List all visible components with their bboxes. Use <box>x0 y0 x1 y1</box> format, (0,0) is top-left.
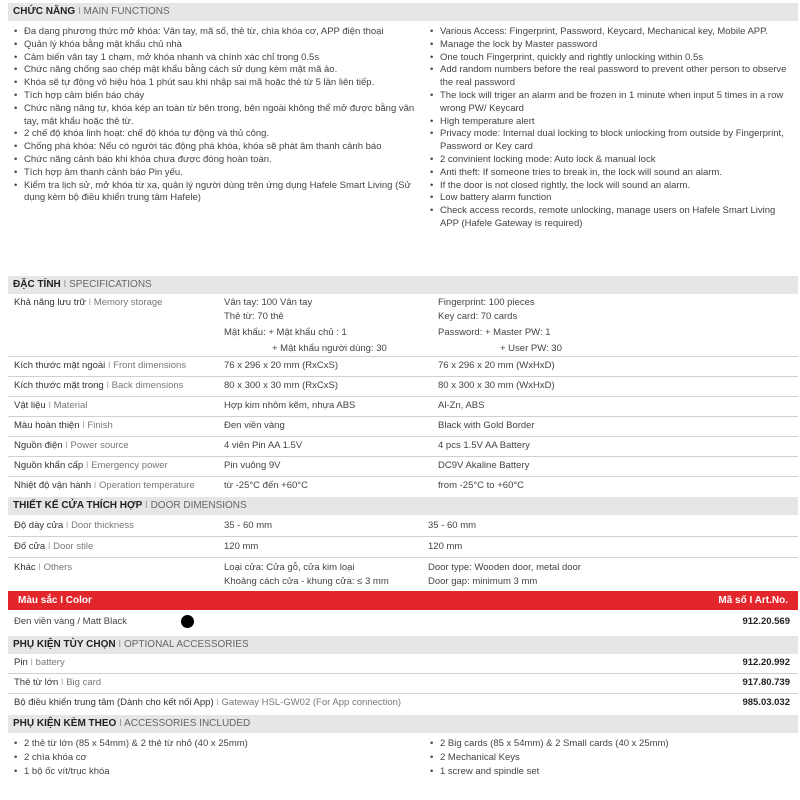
spec-value-vn: Thẻ từ: 70 thẻ <box>224 311 284 322</box>
spec-label-back: Kích thước mặt trong I Back dimensions <box>14 380 184 391</box>
spec-label-vn: Nguồn khẩn cấp <box>14 460 84 471</box>
spec-label-vn: Kích thước mặt ngoài <box>14 360 106 371</box>
color-item-label: Đen viền vàng / Matt Black <box>14 616 127 627</box>
spec-label-en: Emergency power <box>91 460 168 471</box>
function-en-item: • One touch Fingerprint, quickly and rightly unlocking within 0.5s <box>430 52 790 65</box>
row-divider <box>8 456 798 457</box>
spec-value-en: Password: + Master PW: 1 <box>438 327 551 338</box>
main-functions-title-vn: CHỨC NĂNG <box>13 6 76 17</box>
spec-label-vn: Nguồn điện <box>14 440 63 451</box>
specifications-header <box>8 276 798 294</box>
function-en-item: • Privacy mode: Internal dual locking to block unlocking from outside by Fingerprint, Password or Key card <box>430 128 790 154</box>
door-label-en: Door stile <box>53 541 94 552</box>
spec-value-vn: từ -25°C đến +60°C <box>224 480 308 491</box>
spec-label-en: Back dimensions <box>111 380 184 391</box>
door-label-en: Door thickness <box>71 520 134 531</box>
spec-label-vn: Màu hoàn thiện <box>14 420 80 431</box>
function-vn-item: • Kiểm tra lịch sử, mở khóa từ xa, quản lý người dùng trên ứng dụng Hafele Smart Living (Sử dụng kèm bộ điều khiển trung tâm Hafele) <box>14 180 422 206</box>
header-separator: I <box>142 500 151 511</box>
spec-value-vn: 80 x 300 x 30 mm (RxCxS) <box>224 380 339 391</box>
spec-value-en: Fingerprint: 100 pieces <box>438 297 535 308</box>
function-en-item: • 2 convinient locking mode: Auto lock & manual lock <box>430 154 790 167</box>
row-divider <box>8 476 798 477</box>
included-accessories-title-vn: PHỤ KIỆN KÈM THEO <box>13 718 117 729</box>
included-vn-item: • 1 bộ ốc vít/trục khóa <box>14 765 414 779</box>
optional-accessories-title-vn: PHỤ KIỆN TÙY CHỌN <box>13 639 116 650</box>
accessory-art-no: 917.80.739 <box>742 677 790 688</box>
function-en-item: • High temperature alert <box>430 116 790 129</box>
spec-value-en: 4 pcs 1.5V AA Battery <box>438 440 530 451</box>
function-en-item: • Low battery alarm function <box>430 192 790 205</box>
included-vn-item: • 2 chìa khóa cơ <box>14 751 414 765</box>
door-value-vn: Khoảng cách cửa - khung cửa: ≤ 3 mm <box>224 576 389 587</box>
accessory-label: Bộ điều khiển trung tâm (Dành cho kết nối App) I Gateway HSL-GW02 (For App connection) <box>14 697 402 708</box>
specifications-title-vn: ĐẶC TÍNH <box>13 279 61 290</box>
spec-label-finish: Màu hoàn thiện I Finish <box>14 420 113 431</box>
door-label-vn: Khác <box>14 562 36 573</box>
door-value-en: Door gap: minimum 3 mm <box>428 576 538 587</box>
header-separator: I <box>60 279 70 290</box>
spec-value-en: Al-Zn, ABS <box>438 400 485 411</box>
function-en-item: • If the door is not closed rightly, the lock will sound an alarm. <box>430 180 790 193</box>
function-en-item: • The lock will triger an alarm and be frozen in 1 minute when input 5 times in a row wrong PW/ Keycard <box>430 90 790 116</box>
door-label-vn: Độ dày cửa <box>14 520 64 531</box>
spec-label-en: Front dimensions <box>113 360 187 371</box>
spec-label-emergency: Nguồn khẩn cấp I Emergency power <box>14 460 168 471</box>
included-en-item: • 1 screw and spindle set <box>430 765 790 779</box>
accessory-label-en: battery <box>35 657 65 668</box>
spec-value-vn: + Mật khẩu người dùng: 30 <box>272 343 387 354</box>
spec-label-en: Material <box>53 400 88 411</box>
function-en-item: • Check access records, remote unlocking, manage users on Hafele Smart Living APP (Hafele Gateway is required) <box>430 205 790 231</box>
spec-value-vn: 76 x 296 x 20 mm (RxCxS) <box>224 360 339 371</box>
main-functions-title-en: MAIN FUNCTIONS <box>83 6 170 17</box>
spec-value-vn: Mật khẩu: + Mật khẩu chủ : 1 <box>224 327 347 338</box>
included-list-en <box>430 737 790 779</box>
art-no-header: Mã số I Art.No. <box>718 595 788 606</box>
door-label-en: Others <box>43 562 73 573</box>
functions-list-vn <box>14 26 422 205</box>
spec-label-vn: Nhiệt độ vận hành <box>14 480 92 491</box>
function-en-item: • Various Access: Fingerprint, Password, Keycard, Mechanical key, Mobile APP. <box>430 26 790 39</box>
function-vn-item: • Chức năng cảnh báo khi khóa chưa được đóng hoàn toàn. <box>14 154 422 167</box>
row-divider <box>8 673 798 674</box>
header-separator: I <box>75 6 84 17</box>
spec-label-memory: Khả năng lưu trữ I Memory storage <box>14 297 163 308</box>
door-value-en: 120 mm <box>428 541 463 552</box>
spec-value-en: DC9V Akaline Battery <box>438 460 530 471</box>
function-vn-item: • Cảm biến vân tay 1 chạm, mở khóa nhanh và chính xác chỉ trong 0.5s <box>14 52 422 65</box>
spec-label-en: Operation temperature <box>99 480 195 491</box>
header-separator: I <box>116 718 125 729</box>
function-vn-item: • Khóa sẽ tự động vô hiệu hóa 1 phút sau khi nhập sai mã hoặc thẻ từ 5 lần liên tiếp. <box>14 77 422 90</box>
row-divider <box>8 557 798 558</box>
spec-value-vn: Hợp kim nhôm kẽm, nhựa ABS <box>224 400 356 411</box>
accessory-label-vn: Pin <box>14 657 28 668</box>
accessory-label: Pin I battery <box>14 657 65 668</box>
door-label-vn: Đố cửa <box>14 541 46 552</box>
row-divider <box>8 356 798 357</box>
spec-label-en: Finish <box>87 420 113 431</box>
main-functions-header <box>8 3 798 21</box>
spec-value-vn: 4 viên Pin AA 1.5V <box>224 440 303 451</box>
accessory-art-no: 912.20.992 <box>742 657 790 668</box>
door-value-vn: 120 mm <box>224 541 259 552</box>
accessory-art-no: 985.03.032 <box>742 697 790 708</box>
door-value-vn: 35 - 60 mm <box>224 520 273 531</box>
accessory-label-vn: Bộ điều khiển trung tâm (Dành cho kết nối App) <box>14 697 214 708</box>
spec-value-en: from -25°C to +60°C <box>438 480 525 491</box>
included-vn-item: • 2 thẻ từ lớn (85 x 54mm) & 2 thẻ từ nhỏ (40 x 25mm) <box>14 737 414 751</box>
spec-value-en: Black with Gold Border <box>438 420 535 431</box>
accessory-label-en: Big card <box>66 677 102 688</box>
function-vn-item: • 2 chế độ khóa linh hoạt: chế độ khóa tự động và thủ công. <box>14 128 422 141</box>
function-vn-item: • Quản lý khóa bằng mật khẩu chủ nhà <box>14 39 422 52</box>
door-value-en: Door type: Wooden door, metal door <box>428 562 581 573</box>
color-header-title: Màu sắc I Color <box>18 595 92 606</box>
spec-label-vn: Vật liệu <box>14 400 46 411</box>
optional-accessories-title-en: OPTIONAL ACCESSORIES <box>123 639 249 650</box>
function-vn-item: • Chống phá khóa: Nếu có người tác động phá khóa, khóa sẽ phát âm thanh cảnh báo <box>14 141 422 154</box>
function-vn-item: • Đa dạng phương thức mở khóa: Vân tay, mã số, thẻ từ, chìa khóa cơ, APP điện thoại <box>14 26 422 39</box>
spec-value-en: + User PW: 30 <box>500 343 562 354</box>
row-divider <box>8 693 798 694</box>
function-vn-item: • Chức năng nâng tự, khóa kép an toàn từ bên trong, bên ngoài không thể mở được bằng vân tay, mật khẩu hoặc thẻ từ. <box>14 103 422 129</box>
included-accessories-header <box>8 715 798 733</box>
accessory-label-vn: Thẻ từ lớn <box>14 677 59 688</box>
door-value-vn: Loại cửa: Cửa gỗ, cửa kim loại <box>224 562 355 573</box>
door-dimensions-header <box>8 497 798 515</box>
row-divider <box>8 376 798 377</box>
included-accessories-title-en: ACCESSORIES INCLUDED <box>124 718 251 729</box>
row-divider <box>8 416 798 417</box>
door-label-stile: Đố cửa I Door stile <box>14 541 94 552</box>
row-divider <box>8 396 798 397</box>
function-vn-item: • Tích hợp âm thanh cảnh báo Pin yếu. <box>14 167 422 180</box>
included-list-vn <box>14 737 414 779</box>
spec-label-power: Nguồn điện I Power source <box>14 440 129 451</box>
spec-value-en: Key card: 70 cards <box>438 311 518 322</box>
spec-value-vn: Pin vuông 9V <box>224 460 281 471</box>
spec-value-en: 76 x 296 x 20 mm (WxHxD) <box>438 360 555 371</box>
spec-label-temperature: Nhiệt độ vận hành I Operation temperature <box>14 480 195 491</box>
spec-label-material: Vật liệu I Material <box>14 400 88 411</box>
spec-value-vn: Đen viền vàng <box>224 420 285 431</box>
spec-label-front: Kích thước mặt ngoài I Front dimensions <box>14 360 187 371</box>
accessory-label: Thẻ từ lớn I Big card <box>14 677 102 688</box>
door-dimensions-title-vn: THIẾT KẾ CỬA THÍCH HỢP <box>13 500 143 511</box>
door-label-others: Khác I Others <box>14 562 73 573</box>
spec-label-en: Memory storage <box>93 297 163 308</box>
optional-accessories-header <box>8 636 798 654</box>
spec-label-vn: Khả năng lưu trữ <box>14 297 86 308</box>
spec-label-vn: Kích thước mặt trong <box>14 380 104 391</box>
function-vn-item: • Chức năng chống sao chép mật khẩu bằng cách sử dụng kèm mật mã ảo. <box>14 64 422 77</box>
function-en-item: • Manage the lock by Master password <box>430 39 790 52</box>
black-color-swatch <box>181 615 194 628</box>
spec-label-en: Power source <box>70 440 129 451</box>
included-en-item: • 2 Big cards (85 x 54mm) & 2 Small cards (40 x 25mm) <box>430 737 790 751</box>
door-dimensions-title-en: DOOR DIMENSIONS <box>150 500 247 511</box>
function-vn-item: • Tích hợp cảm biến báo cháy <box>14 90 422 103</box>
functions-list-en <box>430 26 790 231</box>
spec-value-en: 80 x 300 x 30 mm (WxHxD) <box>438 380 555 391</box>
function-en-item: • Anti theft: If someone tries to break in, the lock will sound an alarm. <box>430 167 790 180</box>
accessory-label-en: Gateway HSL-GW02 (For App connection) <box>221 697 402 708</box>
header-separator: I <box>115 639 124 650</box>
spec-value-vn: Vân tay: 100 Vân tay <box>224 297 313 308</box>
door-value-en: 35 - 60 mm <box>428 520 477 531</box>
specifications-title-en: SPECIFICATIONS <box>69 279 152 290</box>
row-divider <box>8 536 798 537</box>
door-label-thickness: Độ dày cửa I Door thickness <box>14 520 134 531</box>
function-en-item: • Add random numbers before the real password to prevent other person to observe the real password <box>430 64 790 90</box>
color-header-bar <box>8 591 798 610</box>
color-item-art-no: 912.20.569 <box>742 616 790 627</box>
included-en-item: • 2 Mechanical Keys <box>430 751 790 765</box>
row-divider <box>8 436 798 437</box>
